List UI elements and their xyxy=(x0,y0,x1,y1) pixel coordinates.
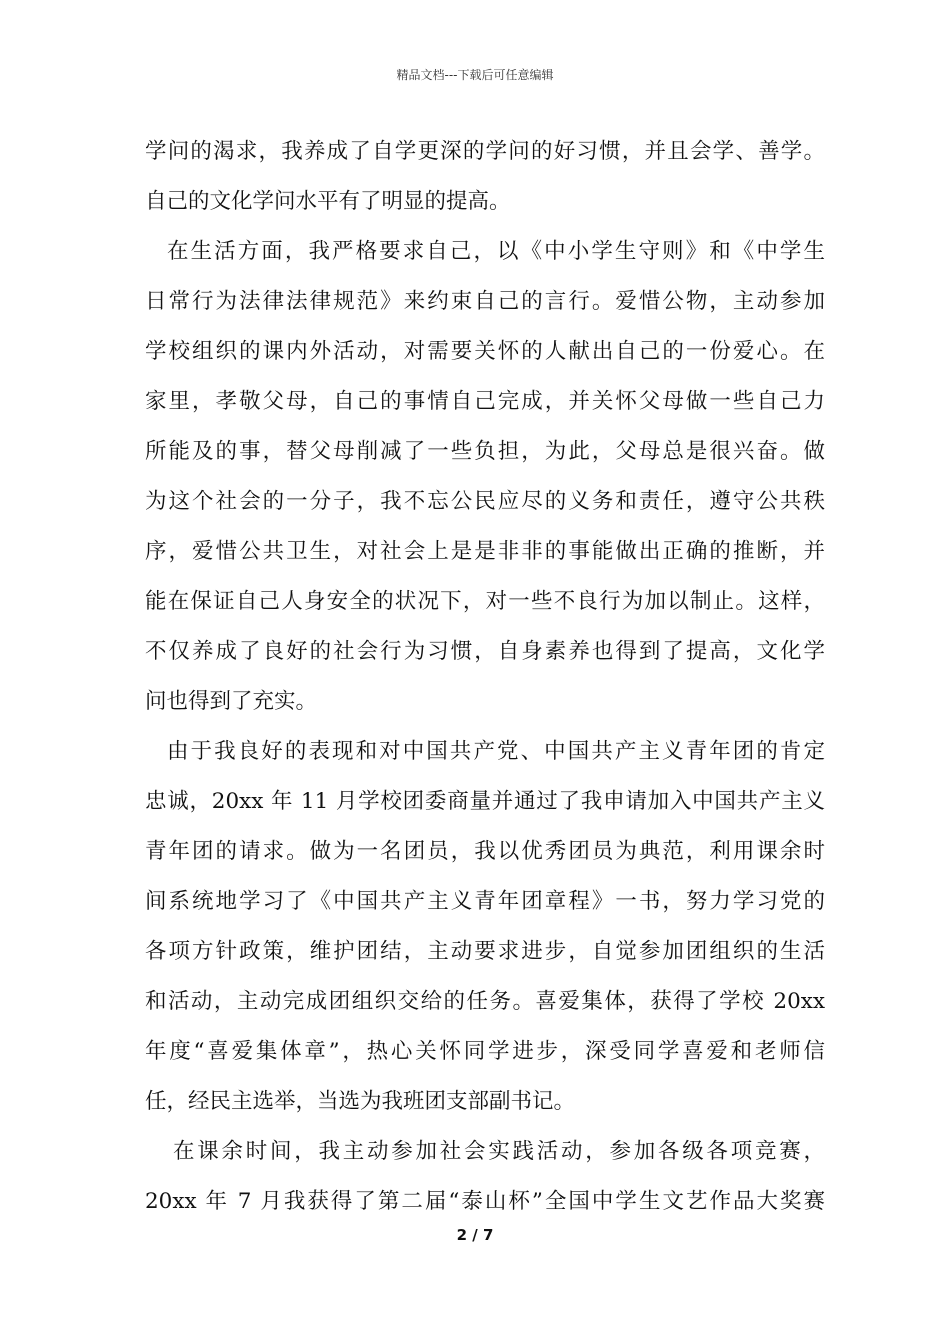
text-line: 为这个社会的一分子，我不忘公民应尽的义务和责任，遵守公共秩 xyxy=(145,489,825,514)
page-current: 2 xyxy=(456,1226,468,1244)
text-line: 家里，孝敬父母，自己的事情自己完成，并关怀父母做一些自己力 xyxy=(145,389,825,414)
paragraph-first-line: 在课余时间，我主动参加社会实践活动，参加各级各项竞赛， xyxy=(173,1139,825,1164)
text-line: 能在保证自己人身安全的状况下，对一些不良行为加以制止。这样， xyxy=(145,589,825,614)
text-line: 和活动，主动完成团组织交给的任务。喜爱集体，获得了学校 20xx xyxy=(145,989,825,1014)
text-line: 各项方针政策，维护团结，主动要求进步，自觉参加团组织的生活 xyxy=(145,939,825,964)
text-line: 序，爱惜公共卫生，对社会上是是非非的事能做出正确的推断，并 xyxy=(145,539,825,564)
paragraph-first-line: 由于我良好的表现和对中国共产党、中国共产主义青年团的肯定 xyxy=(167,739,825,764)
text-line: 间系统地学习了《中国共产主义青年团章程》一书，努力学习党的 xyxy=(145,889,825,914)
text-line: 青年团的请求。做为一名团员，我以优秀团员为典范，利用课余时 xyxy=(145,839,825,864)
text-line: 20xx 年 7 月我获得了第二届“泰山杯”全国中学生文艺作品大奖赛 xyxy=(145,1189,825,1214)
text-line: 年度“喜爱集体章”，热心关怀同学进步，深受同学喜爱和老师信 xyxy=(145,1039,825,1064)
text-line: 学校组织的课内外活动，对需要关怀的人献出自己的一份爱心。在 xyxy=(145,339,825,364)
text-line: 所能及的事，替父母削减了一些负担，为此，父母总是很兴奋。做 xyxy=(145,439,825,464)
text-line: 不仅养成了良好的社会行为习惯，自身素养也得到了提高，文化学 xyxy=(145,639,825,664)
paragraph-first-line: 在生活方面，我严格要求自己，以《中小学生守则》和《中学生 xyxy=(167,239,825,264)
page-total: 7 xyxy=(482,1226,494,1244)
text-line: 忠诚，20xx 年 11 月学校团委商量并通过了我申请加入中国共产主义 xyxy=(145,789,825,814)
page-separator: / xyxy=(467,1226,483,1244)
text-line: 任，经民主选举，当选为我班团支部副书记。 xyxy=(145,1089,576,1114)
page-header: 精品文档---下载后可任意编辑 xyxy=(396,68,554,82)
text-line: 学问的渴求，我养成了自学更深的学问的好习惯，并且会学、善学。 xyxy=(145,139,825,164)
page-number xyxy=(0,1226,950,1244)
text-line: 问也得到了充实。 xyxy=(145,689,318,714)
document-body xyxy=(145,127,825,1227)
text-line: 日常行为法律法律规范》来约束自己的言行。爱惜公物，主动参加 xyxy=(145,289,825,314)
text-line: 自己的文化学问水平有了明显的提高。 xyxy=(145,189,511,214)
